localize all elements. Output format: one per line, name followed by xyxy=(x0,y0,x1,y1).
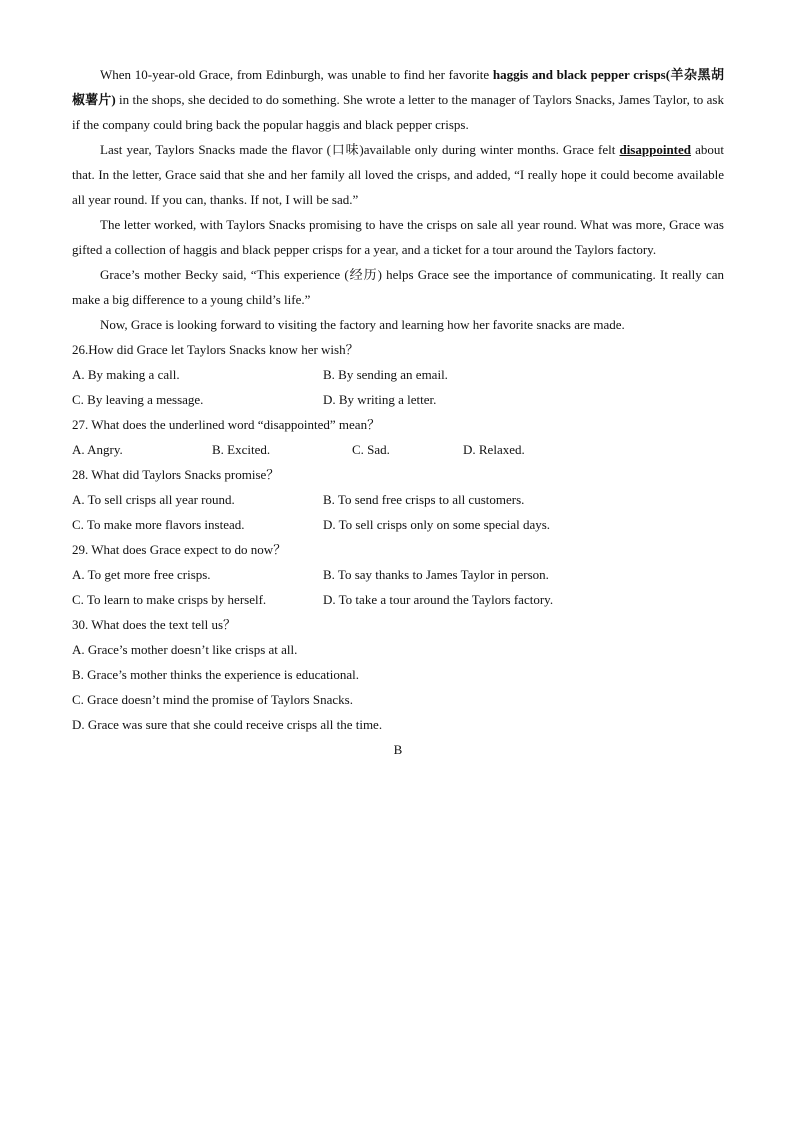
q29-option-d: D. To take a tour around the Taylors factory. xyxy=(323,592,554,607)
q26-option-d: D. By writing a letter. xyxy=(323,392,437,407)
q26-option-a: A. By making a call. xyxy=(72,367,180,382)
question-27-stem: 27. What does the underlined word “disappointed” mean？ xyxy=(72,417,381,432)
question-28-options-row-1 xyxy=(72,487,724,512)
q28-option-c: C. To make more flavors instead. xyxy=(72,517,245,532)
q26-option-b: B. By sending an email. xyxy=(323,367,448,382)
question-26-stem: 26.How did Grace let Taylors Snacks know her wish？ xyxy=(72,342,359,357)
q30-option-d: D. Grace was sure that she could receive crisps all the time. xyxy=(72,717,383,732)
passage-paragraph-2 xyxy=(72,137,724,212)
question-29-stem: 29. What does Grace expect to do now？ xyxy=(72,542,287,557)
question-27-options-row xyxy=(72,437,724,462)
p1-bold-term: haggis and black pepper crisps(羊杂黑胡椒薯片) xyxy=(72,67,724,107)
question-30-stem: 30. What does the text tell us？ xyxy=(72,617,237,632)
p2-text-start: Last year, Taylors Snacks made the flavor (口味)available only during winter months. Grace felt xyxy=(100,142,620,157)
q30-option-a: A. Grace’s mother doesn’t like crisps at all. xyxy=(72,642,298,657)
document-page xyxy=(72,62,724,762)
passage-paragraph-1 xyxy=(72,62,724,137)
q29-option-a: A. To get more free crisps. xyxy=(72,567,211,582)
q28-option-d: D. To sell crisps only on some special days. xyxy=(323,517,551,532)
q27-option-d: D. Relaxed. xyxy=(463,442,525,457)
q26-option-c: C. By leaving a message. xyxy=(72,392,204,407)
q28-option-a: A. To sell crisps all year round. xyxy=(72,492,235,507)
next-section-heading: B xyxy=(393,742,403,757)
passage-paragraph-3: The letter worked, with Taylors Snacks promising to have the crisps on sale all year round. What was more, Grace was gifted a collection of haggis and black pepper crisps for a year, and a ticket for a tour around the Taylors factory. xyxy=(72,217,724,257)
p1-text-end: in the shops, she decided to do something. She wrote a letter to the manager of Taylors Snacks, James Taylor, to ask if the company could bring back the popular haggis and black pepper crisps. xyxy=(72,92,724,132)
q30-option-b: B. Grace’s mother thinks the experience is educational. xyxy=(72,667,359,682)
q29-option-c: C. To learn to make crisps by herself. xyxy=(72,592,267,607)
q27-option-b: B. Excited. xyxy=(212,442,271,457)
q30-option-c: C. Grace doesn’t mind the promise of Taylors Snacks. xyxy=(72,692,353,707)
q27-option-a: A. Angry. xyxy=(72,442,123,457)
p2-text-end: about that. In the letter, Grace said that she and her family all loved the crisps, and added, “I really hope it could become available all year round. If you can, thanks. If not, I will be sad.” xyxy=(72,142,724,207)
q28-option-b: B. To send free crisps to all customers. xyxy=(323,492,525,507)
passage-paragraph-5: Now, Grace is looking forward to visiting the factory and learning how her favorite snacks are made. xyxy=(100,317,625,332)
question-29-options-row-2 xyxy=(72,587,724,612)
question-28-stem: 28. What did Taylors Snacks promise？ xyxy=(72,467,280,482)
q27-option-c: C. Sad. xyxy=(352,442,390,457)
question-26-options-row-2 xyxy=(72,387,724,412)
p1-text-start: When 10-year-old Grace, from Edinburgh, was unable to find her favorite xyxy=(100,67,493,82)
question-26-options-row-1 xyxy=(72,362,724,387)
passage-paragraph-4: Grace’s mother Becky said, “This experience (经历) helps Grace see the importance of communicating. It really can make a big difference to a young child’s life.” xyxy=(72,267,724,307)
q29-option-b: B. To say thanks to James Taylor in person. xyxy=(323,567,549,582)
question-29-options-row-1 xyxy=(72,562,724,587)
underlined-word: disappointed xyxy=(619,142,692,157)
question-28-options-row-2 xyxy=(72,512,724,537)
